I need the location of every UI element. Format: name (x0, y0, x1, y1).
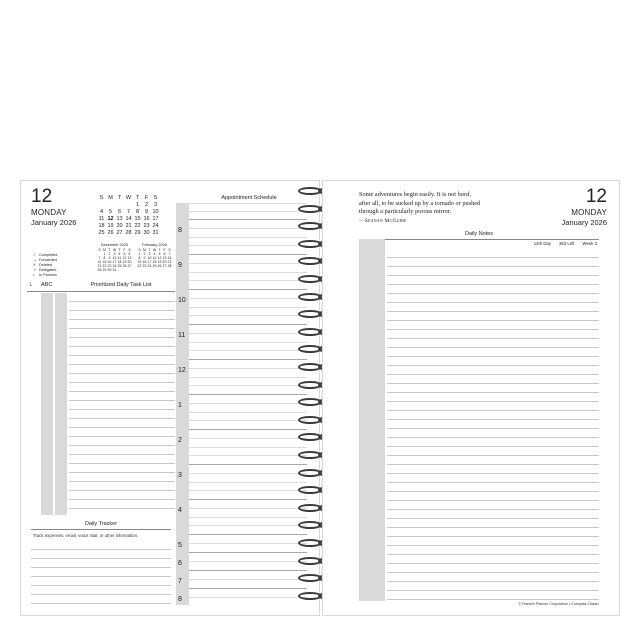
calendar-weekday-header: W (125, 195, 132, 201)
calendar-day: 16 (142, 260, 147, 264)
right-planner-page (322, 180, 620, 616)
calendar-day: 23 (143, 223, 150, 229)
status-legend (33, 253, 57, 278)
schedule-subline (189, 438, 307, 439)
calendar-day: 9 (144, 209, 149, 215)
month-year-label: January 2026 (561, 218, 607, 227)
calendar-day: 13 (127, 256, 132, 260)
abc-column (55, 293, 67, 515)
calendar-day: 5 (123, 252, 126, 256)
calendar-day: 14 (97, 260, 102, 264)
calendar-weekday-header: S (138, 248, 141, 252)
calendar-day: 2 (144, 202, 149, 208)
calendar-day: 10 (147, 256, 152, 260)
hour-label: 12 (178, 367, 186, 374)
calendar-day: 21 (125, 223, 132, 229)
calendar-day: 6 (128, 252, 131, 256)
schedule-subline (189, 385, 307, 386)
mini-calendar-title: December 2025 (100, 243, 129, 247)
hour-divider (189, 588, 307, 589)
mini-calendar-grid (97, 248, 132, 272)
schedule-subline (189, 307, 307, 308)
calendar-day: 25 (152, 264, 157, 268)
calendar-day: 28 (167, 264, 172, 268)
quote-author: —Seanan McGuire (359, 217, 407, 224)
calendar-day: 15 (102, 260, 107, 264)
calendar-weekday-header: T (117, 195, 122, 201)
legend-symbol-icon: ☺ (33, 268, 37, 272)
calendar-day: 1 (103, 252, 106, 256)
hour-label: 2 (178, 437, 182, 444)
calendar-day: 3 (153, 202, 158, 208)
schedule-subline (189, 280, 307, 281)
calendar-day: 29 (134, 230, 141, 236)
quote-line-1-end: , (469, 191, 471, 198)
hour-divider (189, 534, 307, 535)
calendar-weekday-header: S (128, 248, 131, 252)
schedule-subline (189, 508, 307, 509)
priority-arrow-icon: ↓ (29, 281, 33, 288)
calendar-weekday-header: T (135, 195, 140, 201)
quote-line-2: after all, to be sucked up by a tornado or pushed (359, 199, 481, 207)
calendar-day: 12 (122, 256, 127, 260)
calendar-weekday-header: S (98, 248, 101, 252)
legend-label: In Process (39, 273, 57, 277)
calendar-day: 14 (167, 256, 172, 260)
daily-notes-title: Daily Notes (359, 231, 599, 240)
calendar-day: 27 (116, 230, 123, 236)
task-lines (69, 293, 175, 515)
month-calendar (97, 195, 160, 237)
schedule-subline (189, 490, 307, 491)
calendar-day: 13 (162, 256, 167, 260)
notes-margin-column (359, 239, 385, 601)
calendar-day: 28 (97, 268, 102, 272)
schedule-subline (189, 237, 307, 238)
day-number: 12 (31, 186, 53, 207)
hour-label: 7 (178, 578, 182, 585)
schedule-subline (189, 403, 307, 404)
priority-column (41, 293, 53, 515)
schedule-subline (189, 315, 307, 316)
calendar-day: 25 (98, 230, 105, 236)
hour-label: 5 (178, 542, 182, 549)
calendar-day: 28 (125, 230, 132, 236)
calendar-day: 19 (122, 260, 127, 264)
calendar-day: 11 (98, 216, 105, 222)
calendar-day: 10 (112, 256, 117, 260)
legend-label: Forwarded (39, 258, 58, 262)
calendar-day: 17 (147, 260, 152, 264)
appointment-schedule-title: Appointment Schedule (193, 195, 305, 204)
calendar-day: 22 (134, 223, 141, 229)
calendar-weekday-header: W (152, 248, 157, 252)
left-planner-page (20, 180, 320, 616)
calendar-day: 3 (113, 252, 116, 256)
calendar-day: 2 (108, 252, 111, 256)
calendar-day: 19 (157, 260, 162, 264)
calendar-day: 5 (158, 252, 161, 256)
day-number: 12 (585, 186, 607, 207)
calendar-day: 7 (98, 256, 101, 260)
calendar-day: 7 (168, 252, 171, 256)
calendar-day: 18 (117, 260, 122, 264)
schedule-subline (189, 228, 307, 229)
calendar-weekday-header: T (108, 248, 111, 252)
schedule-subline (189, 211, 307, 212)
calendar-weekday-header: S (99, 195, 104, 201)
calendar-day: 15 (134, 216, 141, 222)
calendar-weekday-header: W (112, 248, 117, 252)
calendar-day (124, 202, 133, 209)
calendar-day: 1 (138, 252, 141, 256)
hour-divider (189, 359, 307, 360)
calendar-day: 8 (138, 256, 141, 260)
calendar-weekday-header: S (153, 195, 158, 201)
task-list-area[interactable] (41, 293, 175, 515)
hour-divider (189, 324, 307, 325)
schedule-subline (189, 333, 307, 334)
notes-lines[interactable] (387, 249, 599, 601)
calendar-day: 27 (162, 264, 167, 268)
calendar-day: 17 (112, 260, 117, 264)
quote-line-1: Some adventures begin easily. It is not (359, 191, 458, 198)
calendar-day: 5 (108, 209, 113, 215)
calendar-weekday-header: T (118, 248, 121, 252)
copyright-footer: © Franklin Planner Corporation • Compass Classic (518, 602, 599, 606)
calendar-weekday-header: F (144, 195, 149, 201)
hour-label: 8 (178, 596, 182, 603)
schedule-subline (189, 412, 307, 413)
calendar-weekday-header: M (108, 195, 113, 201)
calendar-day: 22 (102, 264, 107, 268)
calendar-weekday-header: T (148, 248, 151, 252)
calendar-day: 19 (107, 223, 114, 229)
calendar-day: 21 (97, 264, 102, 268)
calendar-day: 11 (152, 256, 157, 260)
schedule-subline (189, 263, 307, 264)
calendar-day: 18 (152, 260, 157, 264)
calendar-day: 20 (116, 223, 123, 229)
calendar-day: 16 (107, 260, 112, 264)
calendar-day: 2 (143, 252, 146, 256)
calendar-day: 24 (152, 223, 159, 229)
hour-divider (189, 289, 307, 290)
calendar-grid (97, 195, 160, 237)
calendar-day: 14 (125, 216, 132, 222)
calendar-day: 31 (112, 268, 117, 272)
task-list-title: Prioritized Daily Task List (90, 282, 152, 288)
calendar-day: 30 (107, 268, 112, 272)
schedule-subline (189, 447, 307, 448)
calendar-day: 22 (137, 264, 142, 268)
calendar-weekday-header: F (163, 248, 166, 252)
tracker-subtitle: Track expenses, email, voice mail, or other information. (33, 533, 139, 538)
week-number: Week 3 (582, 241, 597, 246)
mini-calendar-title: February 2026 (142, 243, 167, 247)
schedule-subline (189, 298, 307, 299)
legend-symbol-icon: X (33, 263, 36, 267)
calendar-day: 12 (157, 256, 162, 260)
calendar-day: 6 (163, 252, 166, 256)
hour-divider (189, 394, 307, 395)
legend-label: Delegated (39, 268, 57, 272)
calendar-weekday-header: M (143, 248, 146, 252)
schedule-subline (189, 525, 307, 526)
calendar-day: 27 (127, 264, 132, 268)
weekday-label: MONDAY (571, 208, 607, 217)
quote-line-3: through a particularly porous mirror. (359, 208, 452, 215)
calendar-weekday-header: S (168, 248, 171, 252)
calendar-weekday-header: M (103, 248, 106, 252)
hour-label: 10 (178, 297, 186, 304)
quote-emphasis: hard (457, 191, 470, 198)
calendar-day: 20 (127, 260, 132, 264)
legend-item (33, 273, 57, 278)
calendar-weekday-header: F (123, 248, 126, 252)
hour-divider (189, 219, 307, 220)
mini-calendar-previous (97, 243, 132, 272)
calendar-day: 18 (98, 223, 105, 229)
calendar-day: 24 (147, 264, 152, 268)
schedule-subline (189, 455, 307, 456)
calendar-day: 29 (102, 268, 107, 272)
priority-label: ABC (41, 282, 53, 288)
day-of-year: 12th Day (533, 241, 551, 246)
schedule-subline (189, 420, 307, 421)
legend-symbol-icon: ✓ (33, 253, 37, 257)
schedule-subline (189, 377, 307, 378)
calendar-day: 10 (152, 209, 159, 215)
day-count-info (526, 241, 597, 246)
schedule-subline (189, 203, 307, 204)
legend-symbol-icon: • (33, 273, 35, 277)
mini-calendar-next (137, 243, 172, 268)
calendar-day: 30 (143, 230, 150, 236)
task-list-header (27, 281, 175, 292)
hour-divider (189, 499, 307, 500)
calendar-day: 9 (143, 256, 146, 260)
calendar-day: 6 (117, 209, 122, 215)
calendar-day: 21 (167, 260, 172, 264)
hour-label: 4 (178, 507, 182, 514)
month-year-label: January 2026 (31, 218, 77, 227)
calendar-day: 26 (107, 230, 114, 236)
hour-divider (189, 570, 307, 571)
schedule-subline (189, 561, 307, 562)
hour-label: 8 (178, 227, 182, 234)
schedule-subline (189, 517, 307, 518)
schedule-subline (189, 482, 307, 483)
schedule-subline (189, 473, 307, 474)
calendar-day (97, 202, 106, 209)
calendar-day: 12 (107, 216, 114, 222)
mini-calendar-grid (137, 248, 172, 268)
hour-divider (189, 254, 307, 255)
schedule-subline (189, 543, 307, 544)
calendar-day: 26 (122, 264, 127, 268)
calendar-day: 17 (152, 216, 159, 222)
calendar-day: 16 (143, 216, 150, 222)
calendar-day: 31 (152, 230, 159, 236)
calendar-day: 8 (103, 256, 106, 260)
schedule-subline (189, 368, 307, 369)
schedule-subline (189, 579, 307, 580)
hour-divider (189, 429, 307, 430)
calendar-day: 26 (157, 264, 162, 268)
tracker-lines[interactable] (31, 541, 171, 611)
calendar-day: 3 (148, 252, 151, 256)
calendar-day: 20 (162, 260, 167, 264)
legend-label: Completed (39, 253, 58, 257)
calendar-day (106, 202, 115, 209)
calendar-day: 23 (107, 264, 112, 268)
calendar-day: 7 (126, 209, 131, 215)
legend-label: Deleted (39, 263, 53, 267)
hour-divider (189, 464, 307, 465)
schedule-subline (189, 597, 307, 598)
calendar-day: 8 (135, 209, 140, 215)
calendar-day (115, 202, 124, 209)
calendar-day: 4 (99, 209, 104, 215)
calendar-day: 24 (112, 264, 117, 268)
calendar-weekday-header: T (158, 248, 161, 252)
calendar-day: 9 (108, 256, 111, 260)
schedule-subline (189, 342, 307, 343)
schedule-subline (189, 272, 307, 273)
weekday-label: MONDAY (31, 208, 67, 217)
hour-label: 6 (178, 560, 182, 567)
calendar-day: 13 (116, 216, 123, 222)
daily-quote (359, 191, 509, 225)
hour-label: 9 (178, 262, 182, 269)
schedule-subline (189, 245, 307, 246)
schedule-subline (189, 350, 307, 351)
calendar-day: 23 (142, 264, 147, 268)
calendar-day: 4 (118, 252, 121, 256)
calendar-day: 25 (117, 264, 122, 268)
calendar-day: 11 (117, 256, 122, 260)
calendar-day: 1 (135, 202, 140, 208)
days-left: 353 Left (558, 241, 575, 246)
hour-divider (189, 552, 307, 553)
hour-label: 1 (178, 402, 182, 409)
calendar-day: 15 (137, 260, 142, 264)
calendar-day: 4 (153, 252, 156, 256)
hour-label: 3 (178, 472, 182, 479)
tracker-title: Daily Tracker (31, 521, 171, 530)
hour-label: 11 (178, 332, 186, 339)
legend-symbol-icon: → (33, 258, 37, 262)
